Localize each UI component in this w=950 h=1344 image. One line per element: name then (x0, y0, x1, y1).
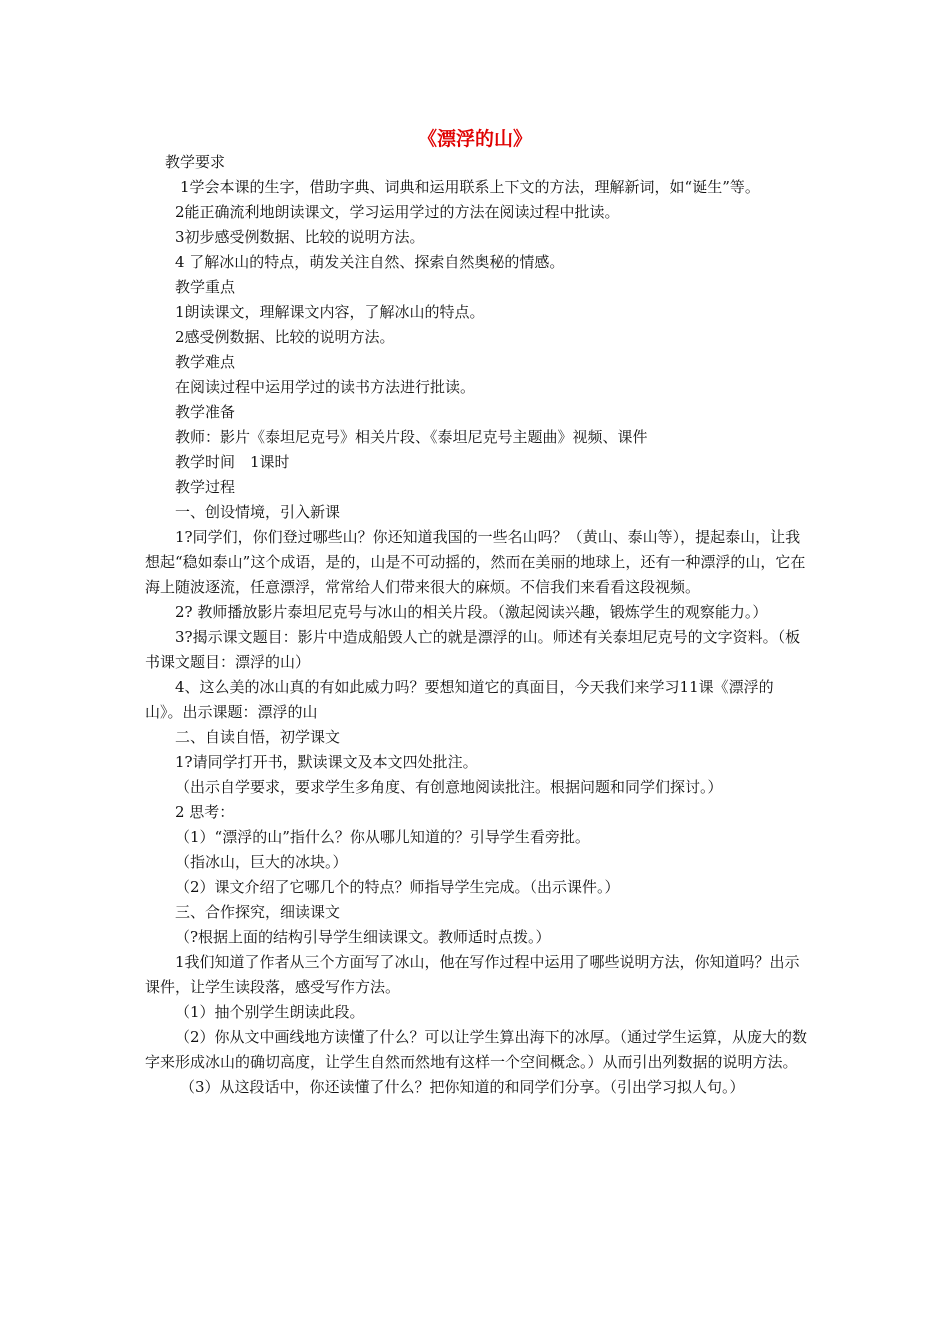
paragraph: （2）课文介绍了它哪几个的特点？师指导学生完成。（出示课件。） (175, 878, 620, 896)
heading-teaching-process: 教学过程 (175, 478, 236, 496)
paragraph: 1?同学们，你们登过哪些山？你还知道我国的一些名山吗？（黄山、泰山等），提起泰山，让我想起“稳如泰山”这个成语，是的，山是不可动摇的，然而在美丽的地球上，还有一种漂浮的山，它在海上随波逐流，任意漂浮，常常给人们带来很大的麻烦。不信我们来看看这段视频。 (145, 528, 806, 596)
paragraph: 在阅读过程中运用学过的读书方法进行批读。 (175, 378, 476, 396)
paragraph: 2 思考： (175, 803, 235, 821)
heading-teaching-requirements: 教学要求 (165, 153, 226, 171)
paragraph: 3初步感受例数据、比较的说明方法。 (175, 228, 425, 246)
paragraph-teaching-time: 教学时间 1课时 (175, 453, 290, 471)
section-heading: 一、创设情境，引入新课 (175, 503, 341, 521)
paragraph: 2感受例数据、比较的说明方法。 (175, 328, 395, 346)
document-body (145, 150, 810, 1100)
paragraph: 1我们知道了作者从三个方面写了冰山，他在写作过程中运用了哪些说明方法，你知道吗？出示课件，让学生读段落，感受写作方法。 (145, 953, 800, 996)
paragraph: 2能正确流利地朗读课文，学习运用学过的方法在阅读过程中批读。 (175, 203, 620, 221)
paragraph: 1?请同学打开书，默读课文及本文四处批注。 (175, 753, 478, 771)
heading-difficulties: 教学难点 (175, 353, 236, 371)
paragraph: （出示自学要求，要求学生多角度、有创意地阅读批注。根据问题和同学们探讨。） (175, 778, 723, 796)
paragraph: （1）“漂浮的山”指什么？你从哪儿知道的？引导学生看旁批。 (175, 828, 590, 846)
paragraph: （?根据上面的结构引导学生细读课文。教师适时点拨。） (175, 928, 551, 946)
document-title: 《漂浮的山》 (417, 128, 532, 150)
paragraph: （2）你从文中画线地方读懂了什么？可以让学生算出海下的冰厚。（通过学生运算，从庞大的数字来形成冰山的确切高度，让学生自然而然地有这样一个空间概念。）从而引出列数据的说明方法。 (145, 1028, 808, 1071)
paragraph: 2? 教师播放影片泰坦尼克号与冰山的相关片段。（激起阅读兴趣，锻炼学生的观察能力。） (175, 603, 768, 621)
paragraph: （指冰山，巨大的冰块。） (175, 853, 348, 871)
paragraph: （1）抽个别学生朗读此段。 (175, 1003, 365, 1021)
section-heading: 三、合作探究，细读课文 (175, 903, 341, 921)
paragraph: 4 了解冰山的特点，萌发关注自然、探索自然奥秘的情感。 (175, 253, 565, 271)
paragraph: 教师：影片《泰坦尼克号》相关片段、《泰坦尼克号主题曲》视频、课件 (175, 428, 648, 446)
heading-preparation: 教学准备 (175, 403, 236, 421)
section-heading: 二、自读自悟，初学课文 (175, 728, 341, 746)
heading-key-points: 教学重点 (175, 278, 236, 296)
paragraph: 1学会本课的生字，借助字典、词典和运用联系上下文的方法，理解新词，如“诞生”等。 (180, 178, 760, 196)
paragraph: 4、这么美的冰山真的有如此威力吗？要想知道它的真面目，今天我们来学习11课《漂浮的山》。出示课题：漂浮的山 (145, 678, 774, 721)
paragraph: 3?揭示课文题目：影片中造成船毁人亡的就是漂浮的山。师述有关泰坦尼克号的文字资料。（板书课文题目：漂浮的山） (145, 628, 801, 671)
paragraph: （3）从这段话中，你还读懂了什么？把你知道的和同学们分享。（引出学习拟人句。） (180, 1078, 745, 1096)
paragraph: 1朗读课文，理解课文内容，了解冰山的特点。 (175, 303, 485, 321)
